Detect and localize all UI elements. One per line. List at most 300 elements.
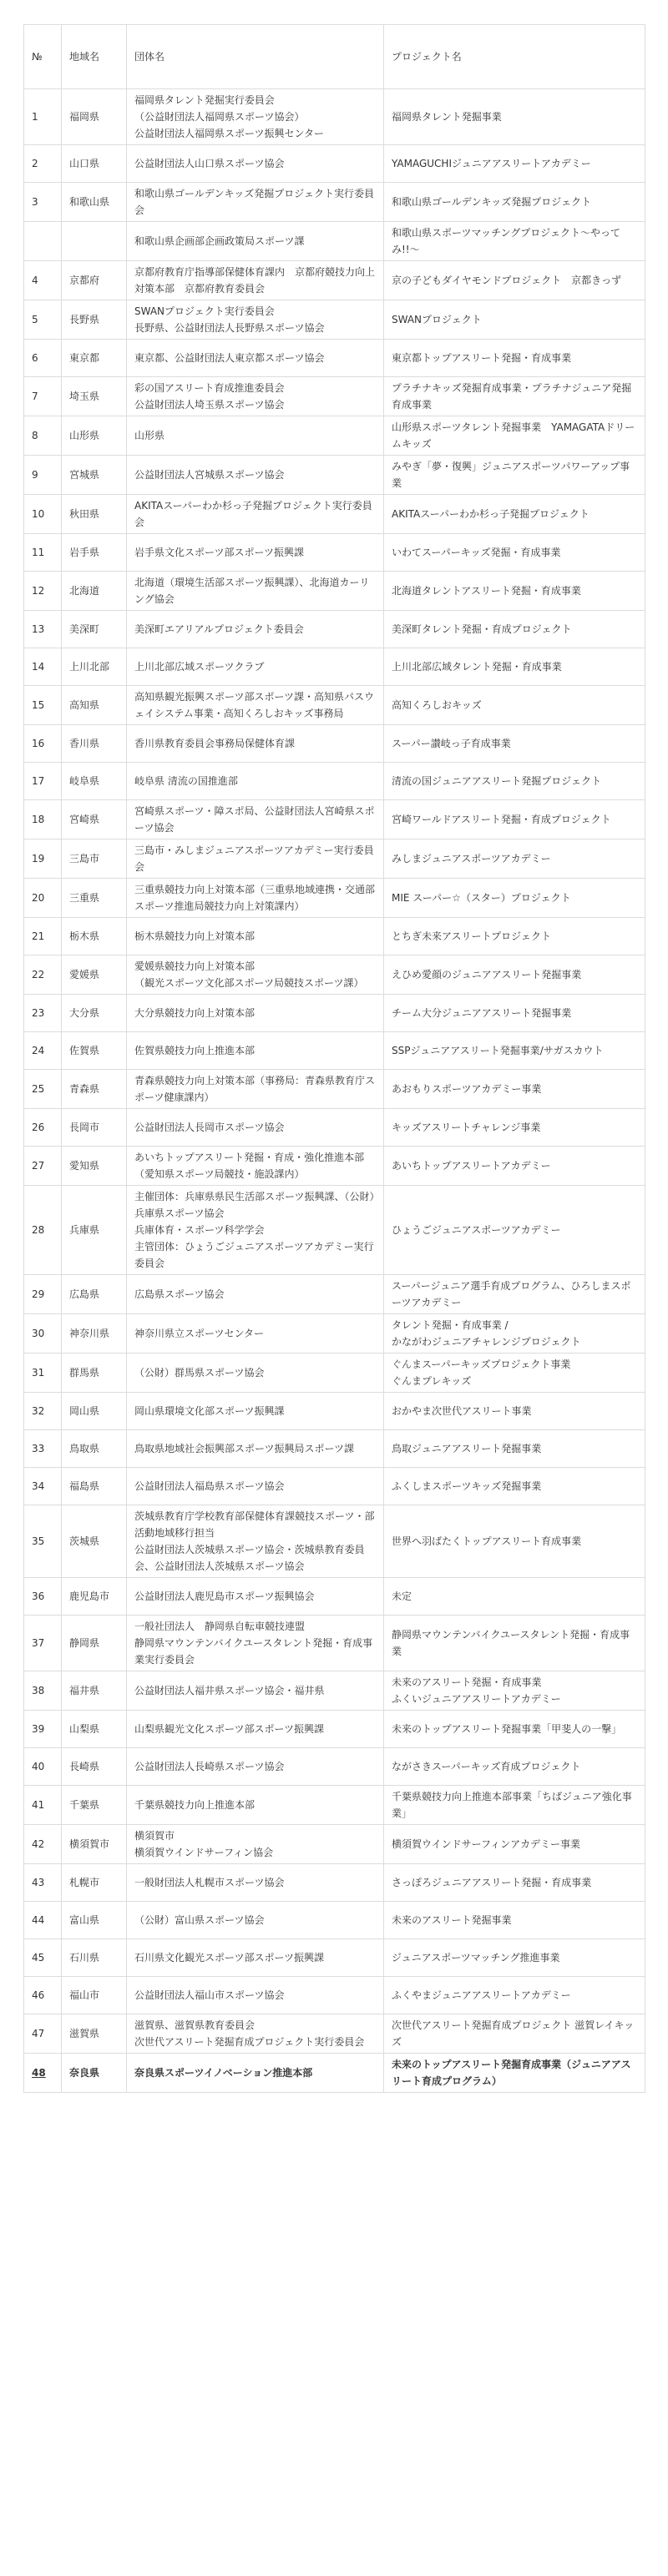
row-no (24, 1748, 62, 1786)
row-no-text: 35 (32, 1535, 45, 1547)
table-row (24, 1977, 645, 2014)
row-no (24, 456, 62, 495)
row-area (62, 1578, 127, 1616)
row-area-text: 京都府 (69, 275, 100, 286)
table-row (24, 1314, 645, 1354)
row-project-text: YAMAGUCHIジュニアアスリートアカデミー (392, 158, 591, 169)
row-no (24, 1616, 62, 1671)
row-area-text: 札幌市 (69, 1877, 100, 1888)
table-row (24, 648, 645, 686)
row-project-text: おかやま次世代アスリート事業 (392, 1405, 532, 1417)
row-no-text: 48 (32, 2067, 46, 2079)
row-org-text: 鳥取県地域社会振興部スポーツ振興局スポーツ課 (134, 1443, 355, 1454)
table-row (24, 534, 645, 572)
row-no (24, 377, 62, 416)
row-no-text: 37 (32, 1637, 45, 1649)
table-row (24, 1430, 645, 1468)
row-area (62, 534, 127, 572)
row-org-text: 一般社団法人 静岡県自転車競技連盟 静岡県マウンテンバイクユースタレント発掘・育成事業実行委員会 (134, 1621, 373, 1666)
table-row (24, 1393, 645, 1430)
row-no-text: 8 (32, 430, 38, 441)
row-org (127, 1671, 384, 1711)
row-no-text: 1 (32, 111, 38, 123)
row-area (62, 89, 127, 145)
row-project (384, 145, 645, 183)
header-org: 団体名 (127, 25, 384, 89)
row-no-text: 10 (32, 508, 45, 520)
row-project-text: ジュニアスポーツマッチング推進事業 (392, 1952, 560, 1964)
table-row (24, 879, 645, 918)
row-area-text: 美深町 (69, 623, 100, 635)
row-project (384, 1825, 645, 1864)
row-project (384, 1505, 645, 1578)
row-area-text: 山形県 (69, 430, 100, 441)
row-area (62, 1430, 127, 1468)
row-no (24, 183, 62, 222)
row-project-text: 高知くろしおキッズ (392, 699, 482, 711)
row-org (127, 340, 384, 377)
row-no (24, 1032, 62, 1070)
row-org (127, 456, 384, 495)
row-org (127, 145, 384, 183)
row-area-text: 福山市 (69, 1989, 100, 2001)
row-project (384, 611, 645, 648)
table-row (24, 1070, 645, 1109)
row-project (384, 918, 645, 955)
row-org-text: 主催団体：兵庫県県民生活部スポーツ振興課、（公財）兵庫県スポーツ協会 兵庫体育・スポーツ科学学会 主管団体：ひょうごジュニアスポーツアカデミー実行委員会 (134, 1191, 375, 1269)
table-row (24, 686, 645, 725)
row-area (62, 145, 127, 183)
row-org-text: 広島県スポーツ協会 (134, 1288, 225, 1300)
row-org (127, 725, 384, 763)
row-no (24, 1939, 62, 1977)
row-project-text: あいちトップアスリートアカデミー (392, 1160, 551, 1172)
row-no (24, 1671, 62, 1711)
row-project (384, 686, 645, 725)
row-area-text: 千葉県 (69, 1799, 100, 1811)
row-area (62, 1109, 127, 1147)
row-no-text: 5 (32, 314, 38, 325)
row-no (24, 495, 62, 534)
row-no-text: 2 (32, 158, 38, 169)
row-project-text: 未来のアスリート発掘事業 (392, 1914, 512, 1926)
row-area-text: 鹿児島市 (69, 1590, 110, 1602)
row-project-text: ぐんまスーパーキッズプロジェクト事業 ぐんまプレキッズ (392, 1359, 571, 1387)
table-row (24, 1711, 645, 1748)
row-project (384, 725, 645, 763)
row-no (24, 648, 62, 686)
row-project (384, 763, 645, 800)
row-project (384, 1354, 645, 1393)
row-no (24, 534, 62, 572)
row-project (384, 1109, 645, 1147)
row-area-text: 三重県 (69, 892, 100, 904)
row-area-text: 和歌山県 (69, 196, 110, 208)
row-area-text: 横須賀市 (69, 1838, 110, 1850)
row-no-text: 47 (32, 2028, 45, 2039)
row-org (127, 377, 384, 416)
row-org-text: 高知県観光振興スポーツ部スポーツ課・高知県パスウェイシステム事業・高知くろしおキッズ事務局 (134, 691, 375, 719)
row-no (24, 1711, 62, 1748)
row-no-text: 36 (32, 1590, 45, 1602)
row-project (384, 2054, 645, 2093)
row-no (24, 1430, 62, 1468)
row-no-text: 34 (32, 1480, 45, 1492)
row-org (127, 183, 384, 222)
row-org-text: あいちトップアスリート発掘・育成・強化推進本部（愛知県スポーツ局競技・施設課内） (134, 1152, 365, 1180)
row-area-text: 山梨県 (69, 1723, 100, 1735)
row-no-text: 44 (32, 1914, 45, 1926)
row-org-text: （公財）群馬県スポーツ協会 (134, 1367, 265, 1379)
row-area (62, 1147, 127, 1186)
row-area (62, 839, 127, 879)
table-row (24, 1578, 645, 1616)
row-org-text: 公益財団法人福島県スポーツ協会 (134, 1480, 285, 1492)
row-org (127, 648, 384, 686)
row-no (24, 1786, 62, 1825)
table-row (24, 456, 645, 495)
row-no-text: 27 (32, 1160, 45, 1172)
row-area-text: 神奈川県 (69, 1328, 110, 1339)
row-org-text: 東京都、公益財団法人東京都スポーツ協会 (134, 352, 325, 364)
row-project-text: 千葉県競技力向上推進本部事業「ちばジュニア強化事業」 (392, 1791, 632, 1819)
row-no (24, 1186, 62, 1275)
row-area-text: 岐阜県 (69, 775, 100, 787)
row-project-text: 山形県スポーツタレント発掘事業 YAMAGATAドリームキッズ (392, 421, 635, 450)
row-project (384, 1275, 645, 1314)
table-row (24, 800, 645, 839)
row-no-text: 26 (32, 1122, 45, 1133)
table-row (24, 1505, 645, 1578)
header-project: プロジェクト名 (384, 25, 645, 89)
row-org (127, 261, 384, 300)
row-project-text: 未来のトップアスリート発掘育成事業（ジュニアアスリート育成プログラム） (392, 2059, 631, 2087)
row-org-text: 公益財団法人長岡市スポーツ協会 (134, 1122, 285, 1133)
row-area-text: 福島県 (69, 1480, 100, 1492)
row-area-text: 宮城県 (69, 469, 100, 481)
table-row (24, 1786, 645, 1825)
table-row (24, 1275, 645, 1314)
table-row (24, 377, 645, 416)
row-org (127, 1032, 384, 1070)
row-no (24, 879, 62, 918)
row-project-text: 静岡県マウンテンバイクユースタレント発掘・育成事業 (392, 1629, 630, 1657)
row-area (62, 1977, 127, 2014)
row-area-text: 愛媛県 (69, 969, 100, 980)
row-org (127, 1748, 384, 1786)
table-row (24, 1939, 645, 1977)
table-row (24, 725, 645, 763)
row-project (384, 340, 645, 377)
row-org (127, 839, 384, 879)
row-no-text: 39 (32, 1723, 45, 1735)
table-row (24, 145, 645, 183)
row-org (127, 2014, 384, 2054)
row-area-text: 香川県 (69, 738, 100, 749)
row-no (24, 340, 62, 377)
row-no (24, 1070, 62, 1109)
row-org-text: 公益財団法人宮城県スポーツ協会 (134, 469, 285, 481)
row-project (384, 261, 645, 300)
row-org-text: 和歌山県企画部企画政策局スポーツ課 (134, 235, 305, 247)
row-area-text: 宮崎県 (69, 814, 100, 825)
table-row (24, 1864, 645, 1902)
table-row (24, 2054, 645, 2093)
row-area (62, 686, 127, 725)
row-org-text: SWANプロジェクト実行委員会 長野県、公益財団法人長野県スポーツ協会 (134, 305, 325, 334)
row-org-text: 茨城県教育庁学校教育部保健体育課競技スポーツ・部活動地域移行担当 公益財団法人茨城県スポーツ協会・茨城県教育委員会、公益財団法人茨城県スポーツ協会 (134, 1510, 375, 1572)
row-no-text: 17 (32, 775, 45, 787)
row-org (127, 1786, 384, 1825)
row-org-text: 福岡県タレント発掘実行委員会 （公益財団法人福岡県スポーツ協会） 公益財団法人福岡県スポーツ振興センター (134, 94, 325, 139)
row-no (24, 611, 62, 648)
row-project (384, 495, 645, 534)
row-project-text: とちぎ未来アスリートプロジェクト (392, 930, 551, 942)
row-project-text: プラチナキッズ発掘育成事業・プラチナジュニア発掘育成事業 (392, 382, 632, 411)
row-project-text: 横須賀ウインドサーフィンアカデミー事業 (392, 1838, 580, 1850)
row-area-text: 長岡市 (69, 1122, 100, 1133)
row-area-text: 福井県 (69, 1685, 100, 1696)
row-project (384, 1864, 645, 1902)
row-no (24, 145, 62, 183)
row-area (62, 1070, 127, 1109)
table-row (24, 1468, 645, 1505)
row-no (24, 1825, 62, 1864)
row-area (62, 416, 127, 456)
row-project-text: キッズアスリートチャレンジ事業 (392, 1122, 541, 1133)
row-no (24, 2054, 62, 2093)
row-area (62, 1275, 127, 1314)
row-area (62, 763, 127, 800)
row-no (24, 1393, 62, 1430)
header-no: № (24, 25, 62, 89)
table-row (24, 183, 645, 222)
row-area (62, 222, 127, 261)
row-org (127, 572, 384, 611)
row-no-text: 45 (32, 1952, 45, 1964)
row-project (384, 1147, 645, 1186)
header-area: 地域名 (62, 25, 127, 89)
row-org-text: 公益財団法人福井県スポーツ協会・福井県 (134, 1685, 325, 1696)
row-no (24, 1468, 62, 1505)
row-area (62, 1314, 127, 1354)
table-row (24, 2014, 645, 2054)
row-area-text: 群馬県 (69, 1367, 100, 1379)
row-org (127, 1864, 384, 1902)
row-org-text: 千葉県競技力向上推進本部 (134, 1799, 256, 1811)
row-area-text: 富山県 (69, 1914, 100, 1926)
row-area (62, 879, 127, 918)
row-no-text: 43 (32, 1877, 45, 1888)
row-no (24, 222, 62, 261)
row-project-text: タレント発掘・育成事業 / かながわジュニアチャレンジプロジェクト (392, 1319, 581, 1348)
row-no-text: 23 (32, 1007, 45, 1019)
row-area (62, 1711, 127, 1748)
row-org-text: 栃木県競技力向上対策本部 (134, 930, 256, 942)
row-project (384, 1314, 645, 1354)
row-org-text: 三重県競技力向上対策本部（三重県地域連携・交通部スポーツ推進局競技力向上対策課内） (134, 884, 376, 912)
row-area-text: 埼玉県 (69, 391, 100, 402)
row-no-text: 6 (32, 352, 38, 364)
row-project-text: あおもりスポーツアカデミー事業 (392, 1083, 542, 1095)
row-org-text: 横須賀市 横須賀ウインドサーフィン協会 (134, 1830, 274, 1858)
row-no-text: 41 (32, 1799, 45, 1811)
row-project-text: AKITAスーパーわか杉っ子発掘プロジェクト (392, 508, 590, 520)
row-area (62, 300, 127, 340)
row-project-text: ながさきスーパーキッズ育成プロジェクト (392, 1761, 581, 1772)
row-project-text: みやぎ「夢・復興」ジュニアスポーツパワーアップ事業 (392, 461, 630, 489)
row-no (24, 725, 62, 763)
row-org (127, 611, 384, 648)
row-area (62, 1468, 127, 1505)
row-project (384, 1786, 645, 1825)
row-org-text: 彩の国アスリート育成推進委員会 公益財団法人埼玉県スポーツ協会 (134, 382, 285, 411)
row-project-text: 清流の国ジュニアアスリート発掘プロジェクト (392, 775, 602, 787)
row-org (127, 1070, 384, 1109)
row-area (62, 1032, 127, 1070)
row-project-text: 世界へ羽ばたくトップアスリート育成事業 (392, 1535, 582, 1547)
table-row (24, 918, 645, 955)
row-project (384, 1186, 645, 1275)
row-project-text: ひょうごジュニアスポーツアカデミー (392, 1224, 561, 1236)
row-project (384, 955, 645, 995)
row-org (127, 1977, 384, 2014)
row-no-text: 29 (32, 1288, 45, 1300)
row-project-text: 福岡県タレント発掘事業 (392, 111, 502, 123)
row-project-text: みしまジュニアスポーツアカデミー (392, 853, 551, 865)
row-no-text: 40 (32, 1761, 45, 1772)
row-org-text: 大分県競技力向上対策本部 (134, 1007, 256, 1019)
row-project (384, 1430, 645, 1468)
row-project-text: SSPジュニアアスリート発掘事業/サガスカウト (392, 1045, 604, 1056)
row-project-text: 鳥取ジュニアアスリート発掘事業 (392, 1443, 542, 1454)
row-org-text: AKITAスーパーわか杉っ子発掘プロジェクト実行委員会 (134, 500, 372, 528)
row-no (24, 2014, 62, 2054)
row-no-text: 18 (32, 814, 45, 825)
row-project (384, 1939, 645, 1977)
row-project (384, 1902, 645, 1939)
row-no-text: 21 (32, 930, 45, 942)
row-area-text: 長野県 (69, 314, 100, 325)
row-area-text: 奈良県 (69, 2067, 100, 2079)
row-org-text: 滋賀県、滋賀県教育委員会 次世代アスリート発掘育成プロジェクト実行委員会 (134, 2019, 365, 2048)
row-project-text: ふくやまジュニアアスリートアカデミー (392, 1989, 571, 2001)
row-org-text: 北海道（環境生活部スポーツ振興課）、北海道カーリング協会 (134, 577, 370, 605)
table-row (24, 1186, 645, 1275)
row-org (127, 1825, 384, 1864)
row-area (62, 611, 127, 648)
row-org (127, 686, 384, 725)
row-org-text: 岡山県環境文化部スポーツ振興課 (134, 1405, 285, 1417)
row-no (24, 1275, 62, 1314)
table-row (24, 340, 645, 377)
row-org (127, 995, 384, 1032)
row-area-text: 兵庫県 (69, 1224, 100, 1236)
row-no (24, 300, 62, 340)
row-org-text: 岐阜県 清流の国推進部 (134, 775, 238, 787)
table-row (24, 1354, 645, 1393)
row-org (127, 1275, 384, 1314)
row-area (62, 261, 127, 300)
table-row (24, 955, 645, 995)
row-no-text: 38 (32, 1685, 45, 1696)
row-project-text: 京の子どもダイヤモンドプロジェクト 京都きっず (392, 275, 622, 286)
row-no-text: 16 (32, 738, 45, 749)
row-org (127, 89, 384, 145)
row-area-text: 静岡県 (69, 1637, 100, 1649)
table-row (24, 1748, 645, 1786)
row-org (127, 1354, 384, 1393)
row-area-text: 岩手県 (69, 547, 100, 558)
row-area-text: 佐賀県 (69, 1045, 100, 1056)
row-no-text: 4 (32, 275, 38, 286)
row-project (384, 1711, 645, 1748)
row-area-text: 石川県 (69, 1952, 100, 1964)
row-no-text: 46 (32, 1989, 45, 2001)
row-org (127, 1147, 384, 1186)
row-org (127, 800, 384, 839)
row-no-text: 42 (32, 1838, 45, 1850)
row-area (62, 955, 127, 995)
row-org-text: 山梨県観光文化スポーツ部スポーツ振興課 (134, 1723, 325, 1735)
row-project-text: 未来のトップアスリート発掘事業「甲斐人の一撃」 (392, 1723, 622, 1735)
row-area-text: 東京都 (69, 352, 100, 364)
row-no (24, 89, 62, 145)
row-project (384, 995, 645, 1032)
row-project-text: SWANプロジェクト (392, 314, 482, 325)
row-org-text: 一般財団法人札幌市スポーツ協会 (134, 1877, 285, 1888)
row-no (24, 955, 62, 995)
row-org (127, 1430, 384, 1468)
row-no (24, 1314, 62, 1354)
row-org-text: 石川県文化観光スポーツ部スポーツ振興課 (134, 1952, 325, 1964)
row-org (127, 1505, 384, 1578)
table-row (24, 1032, 645, 1070)
row-project (384, 1671, 645, 1711)
row-area (62, 1902, 127, 1939)
row-area (62, 183, 127, 222)
row-no-text: 13 (32, 623, 45, 635)
row-no-text: 19 (32, 853, 45, 865)
table-row (24, 1147, 645, 1186)
row-project-text: MIE スーパー☆（スター）プロジェクト (392, 892, 571, 904)
row-no (24, 800, 62, 839)
row-project (384, 416, 645, 456)
row-project-text: 未定 (392, 1590, 412, 1602)
row-org (127, 1468, 384, 1505)
row-no-text: 30 (32, 1328, 45, 1339)
row-project-text: スーパージュニア選手育成プログラム、ひろしまスポーツアカデミー (392, 1280, 631, 1308)
row-no-text: 24 (32, 1045, 45, 1056)
row-project-text: いわてスーパーキッズ発掘・育成事業 (392, 547, 561, 558)
row-org-text: 神奈川県立スポーツセンター (134, 1328, 265, 1339)
row-no (24, 261, 62, 300)
row-area-text: 高知県 (69, 699, 100, 711)
row-no-text: 3 (32, 196, 38, 208)
row-area-text: 山口県 (69, 158, 100, 169)
row-project-text: チーム大分ジュニアアスリート発掘事業 (392, 1007, 572, 1019)
row-org (127, 763, 384, 800)
row-org-text: 宮崎県スポーツ・障スポ局、公益財団法人宮崎県スポーツ協会 (134, 805, 375, 834)
table-row (24, 222, 645, 261)
row-org (127, 416, 384, 456)
row-project-text: 宮崎ワールドアスリート発掘・育成プロジェクト (392, 814, 611, 825)
row-area-text: 鳥取県 (69, 1443, 100, 1454)
row-area-text: 岡山県 (69, 1405, 100, 1417)
row-area (62, 1505, 127, 1578)
row-area (62, 377, 127, 416)
row-project (384, 1616, 645, 1671)
